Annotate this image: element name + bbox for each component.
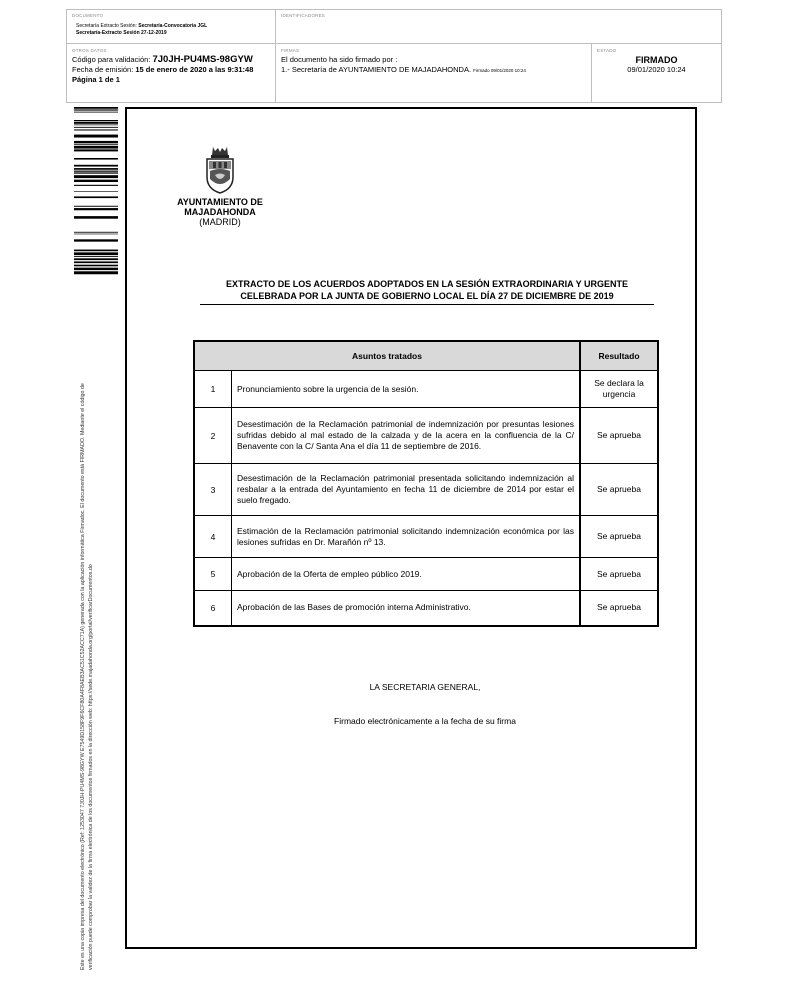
row-description: Aprobación de la Oferta de empleo público 2019. [232, 558, 581, 591]
table-row [194, 558, 658, 591]
fecha-prefix: Fecha de emisión: [72, 65, 136, 74]
estado-value: FIRMADO [635, 55, 678, 65]
table-row [194, 408, 658, 464]
documento-text-1b: Secretaría-Convocatoria JGL [138, 23, 208, 29]
document-title [200, 278, 654, 302]
row-number: 1 [194, 371, 232, 408]
validation-code: 7J0JH-PU4MS-98GYW [152, 54, 253, 65]
row-number: 3 [194, 464, 232, 516]
signature-note: Firmado electrónicamente a la fecha de su firma [334, 716, 516, 726]
documento-text-2: Secretaría-Extracto Sesión 27-12-2019 [76, 30, 167, 36]
firmas-label: FIRMAS [281, 48, 300, 53]
table-row [194, 516, 658, 558]
row-result: Se aprueba [580, 516, 658, 558]
agenda-table [193, 340, 659, 627]
row-number: 5 [194, 558, 232, 591]
title-line-2: CELEBRADA POR LA JUNTA DE GOBIERNO LOCAL EL DÍA 27 DE DICIEMBRE DE 2019 [240, 291, 614, 301]
header-subjects: Asuntos tratados [194, 341, 580, 371]
documento-label: DOCUMENTO [72, 13, 104, 18]
org-line-2: MAJADAHONDA [184, 207, 256, 217]
table-row [194, 464, 658, 516]
row-result: Se aprueba [580, 591, 658, 626]
header-result: Resultado [580, 341, 658, 371]
firmas-cell [276, 44, 592, 102]
coat-of-arms-icon [201, 145, 239, 195]
row-result: Se aprueba [580, 408, 658, 464]
page-count: Página 1 de 1 [72, 75, 120, 84]
barcode-icon [74, 107, 118, 277]
title-line-1: EXTRACTO DE LOS ACUERDOS ADOPTADOS EN LA SESIÓN EXTRAORDINARIA Y URGENTE [225, 279, 629, 289]
estado-fecha: 09/01/2020 10:24 [627, 65, 686, 74]
documento-text [72, 23, 270, 37]
documento-cell [67, 10, 276, 44]
row-description: Pronunciamiento sobre la urgencia de la sesión. [232, 371, 581, 408]
codigo-prefix: Código para validación: [72, 55, 153, 64]
document-header [66, 9, 722, 103]
org-line-3: (MADRID) [199, 217, 241, 227]
org-line-1: AYUNTAMIENTO DE [177, 197, 263, 207]
verification-margin-text [80, 280, 104, 970]
firmante-line [281, 65, 586, 76]
identificadores-label: IDENTIFICADORES [281, 13, 326, 18]
firmas-intro: El documento ha sido firmado por : [281, 55, 398, 64]
table-row [194, 591, 658, 626]
table-row [194, 371, 658, 408]
row-number: 6 [194, 591, 232, 626]
row-description: Desestimación de la Reclamación patrimonial presentada solicitando indemnización al resbalar a la entrada del Ayuntamiento en fecha 11 de diciembre de 2014 por estar el suelo fregado. [232, 464, 581, 516]
row-description: Estimación de la Reclamación patrimonial solicitando indemnización económica por las lesiones sufridas en Dr. Marañón nº 13. [232, 516, 581, 558]
firmante-fecha: Firmado 09/01/2020 10:24 [473, 68, 526, 73]
margin-line-1: Este es una copia impresa del documento electrónico (Ref: 1253047 7J0JH-PU4MS-98GYW E7549D158F9F6CF80A4F8AEB3AC51C52ACC71A) generada con la aplicación informática Firmadoc. El documento está FIRMADO. Mediante el código de [80, 383, 86, 970]
row-description: Aprobación de las Bases de promoción interna Administrativo. [232, 591, 581, 626]
emission-date: 15 de enero de 2020 a las 9:31:48 [135, 65, 254, 74]
title-underline [200, 304, 654, 305]
signature-role: LA SECRETARIA GENERAL, [369, 682, 481, 692]
identificadores-cell [276, 10, 721, 44]
row-result: Se aprueba [580, 464, 658, 516]
row-number: 4 [194, 516, 232, 558]
row-description: Desestimación de la Reclamación patrimonial de indemnización por presuntas lesiones sufridas debido al mal estado de la calzada y de la acera en la confluencia de la C/ Benavente con la C/ Santa Ana el día 11 de septiembre de 2016. [232, 408, 581, 464]
table-header-row [194, 341, 658, 371]
validation-code-line [72, 55, 270, 65]
organization-name [170, 197, 270, 227]
row-result: Se declara la urgencia [580, 371, 658, 408]
documento-text-1: Secretaría Extracto Sesión: [76, 23, 139, 29]
margin-line-2: verificación puede comprobar la validez de la firma electrónica de los documentos firmados en la dirección web: https://sede.majadahonda.org/portal/verificarDocumentos.do [87, 564, 94, 970]
estado-cell [592, 44, 721, 102]
otros-datos-cell [67, 44, 276, 102]
emission-date-line [72, 65, 270, 75]
row-number: 2 [194, 408, 232, 464]
estado-label: ESTADO [597, 48, 617, 53]
otros-datos-label: OTROS DATOS [72, 48, 107, 53]
row-result: Se aprueba [580, 558, 658, 591]
firmante: 1.- Secretaría de AYUNTAMIENTO DE MAJADAHONDA. [281, 65, 472, 74]
